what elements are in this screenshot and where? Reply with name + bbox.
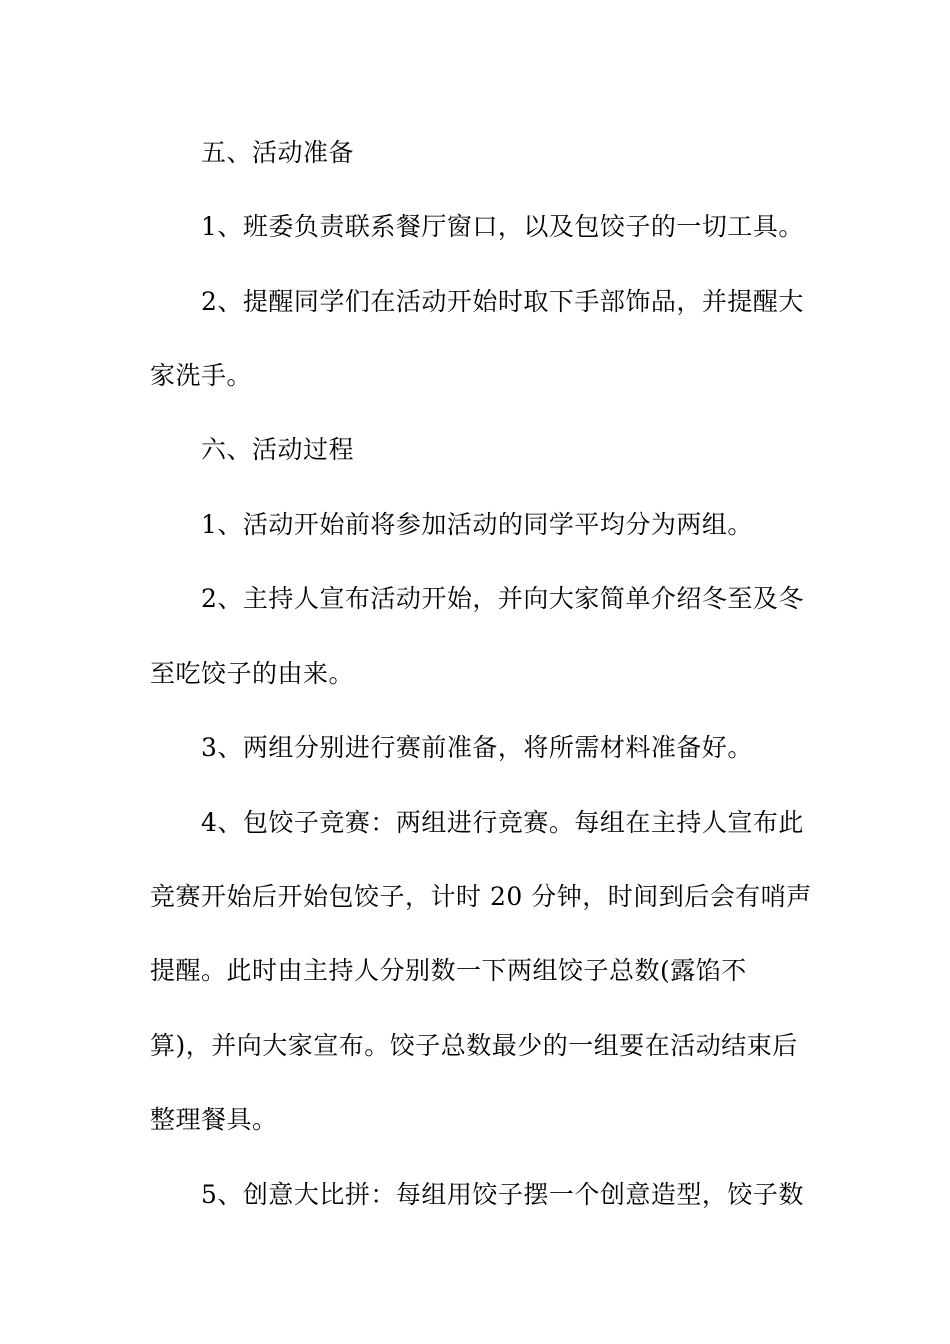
paragraph-line: 竞赛开始后开始包饺子，计时 20 分钟，时间到后会有哨声 [150,882,812,911]
paragraph-line: 2、主持人宣布活动开始，并向大家简单介绍冬至及冬 [201,584,804,613]
paragraph-line: 家洗手。 [150,361,253,390]
section-heading-preparation: 五、活动准备 [201,138,355,167]
paragraph-line: 5、创意大比拼：每组用饺子摆一个创意造型，饺子数 [201,1180,804,1209]
paragraph-line: 1、活动开始前将参加活动的同学平均分为两组。 [201,510,753,539]
paragraph-line: 2、提醒同学们在活动开始时取下手部饰品，并提醒大 [201,287,804,316]
paragraph-line: 至吃饺子的由来。 [150,659,355,688]
paragraph-line: 4、包饺子竞赛：两组进行竞赛。每组在主持人宣布此 [201,808,804,837]
paragraph-line: 算)，并向大家宣布。饺子总数最少的一组要在活动结束后 [150,1031,798,1060]
paragraph-line: 提醒。此时由主持人分别数一下两组饺子总数(露馅不 [150,956,747,985]
paragraph-line: 整理餐具。 [150,1105,278,1134]
paragraph-line: 3、两组分别进行赛前准备，将所需材料准备好。 [201,733,753,762]
paragraph-line: 1、班委负责联系餐厅窗口，以及包饺子的一切工具。 [201,212,804,241]
section-heading-process: 六、活动过程 [201,435,355,464]
